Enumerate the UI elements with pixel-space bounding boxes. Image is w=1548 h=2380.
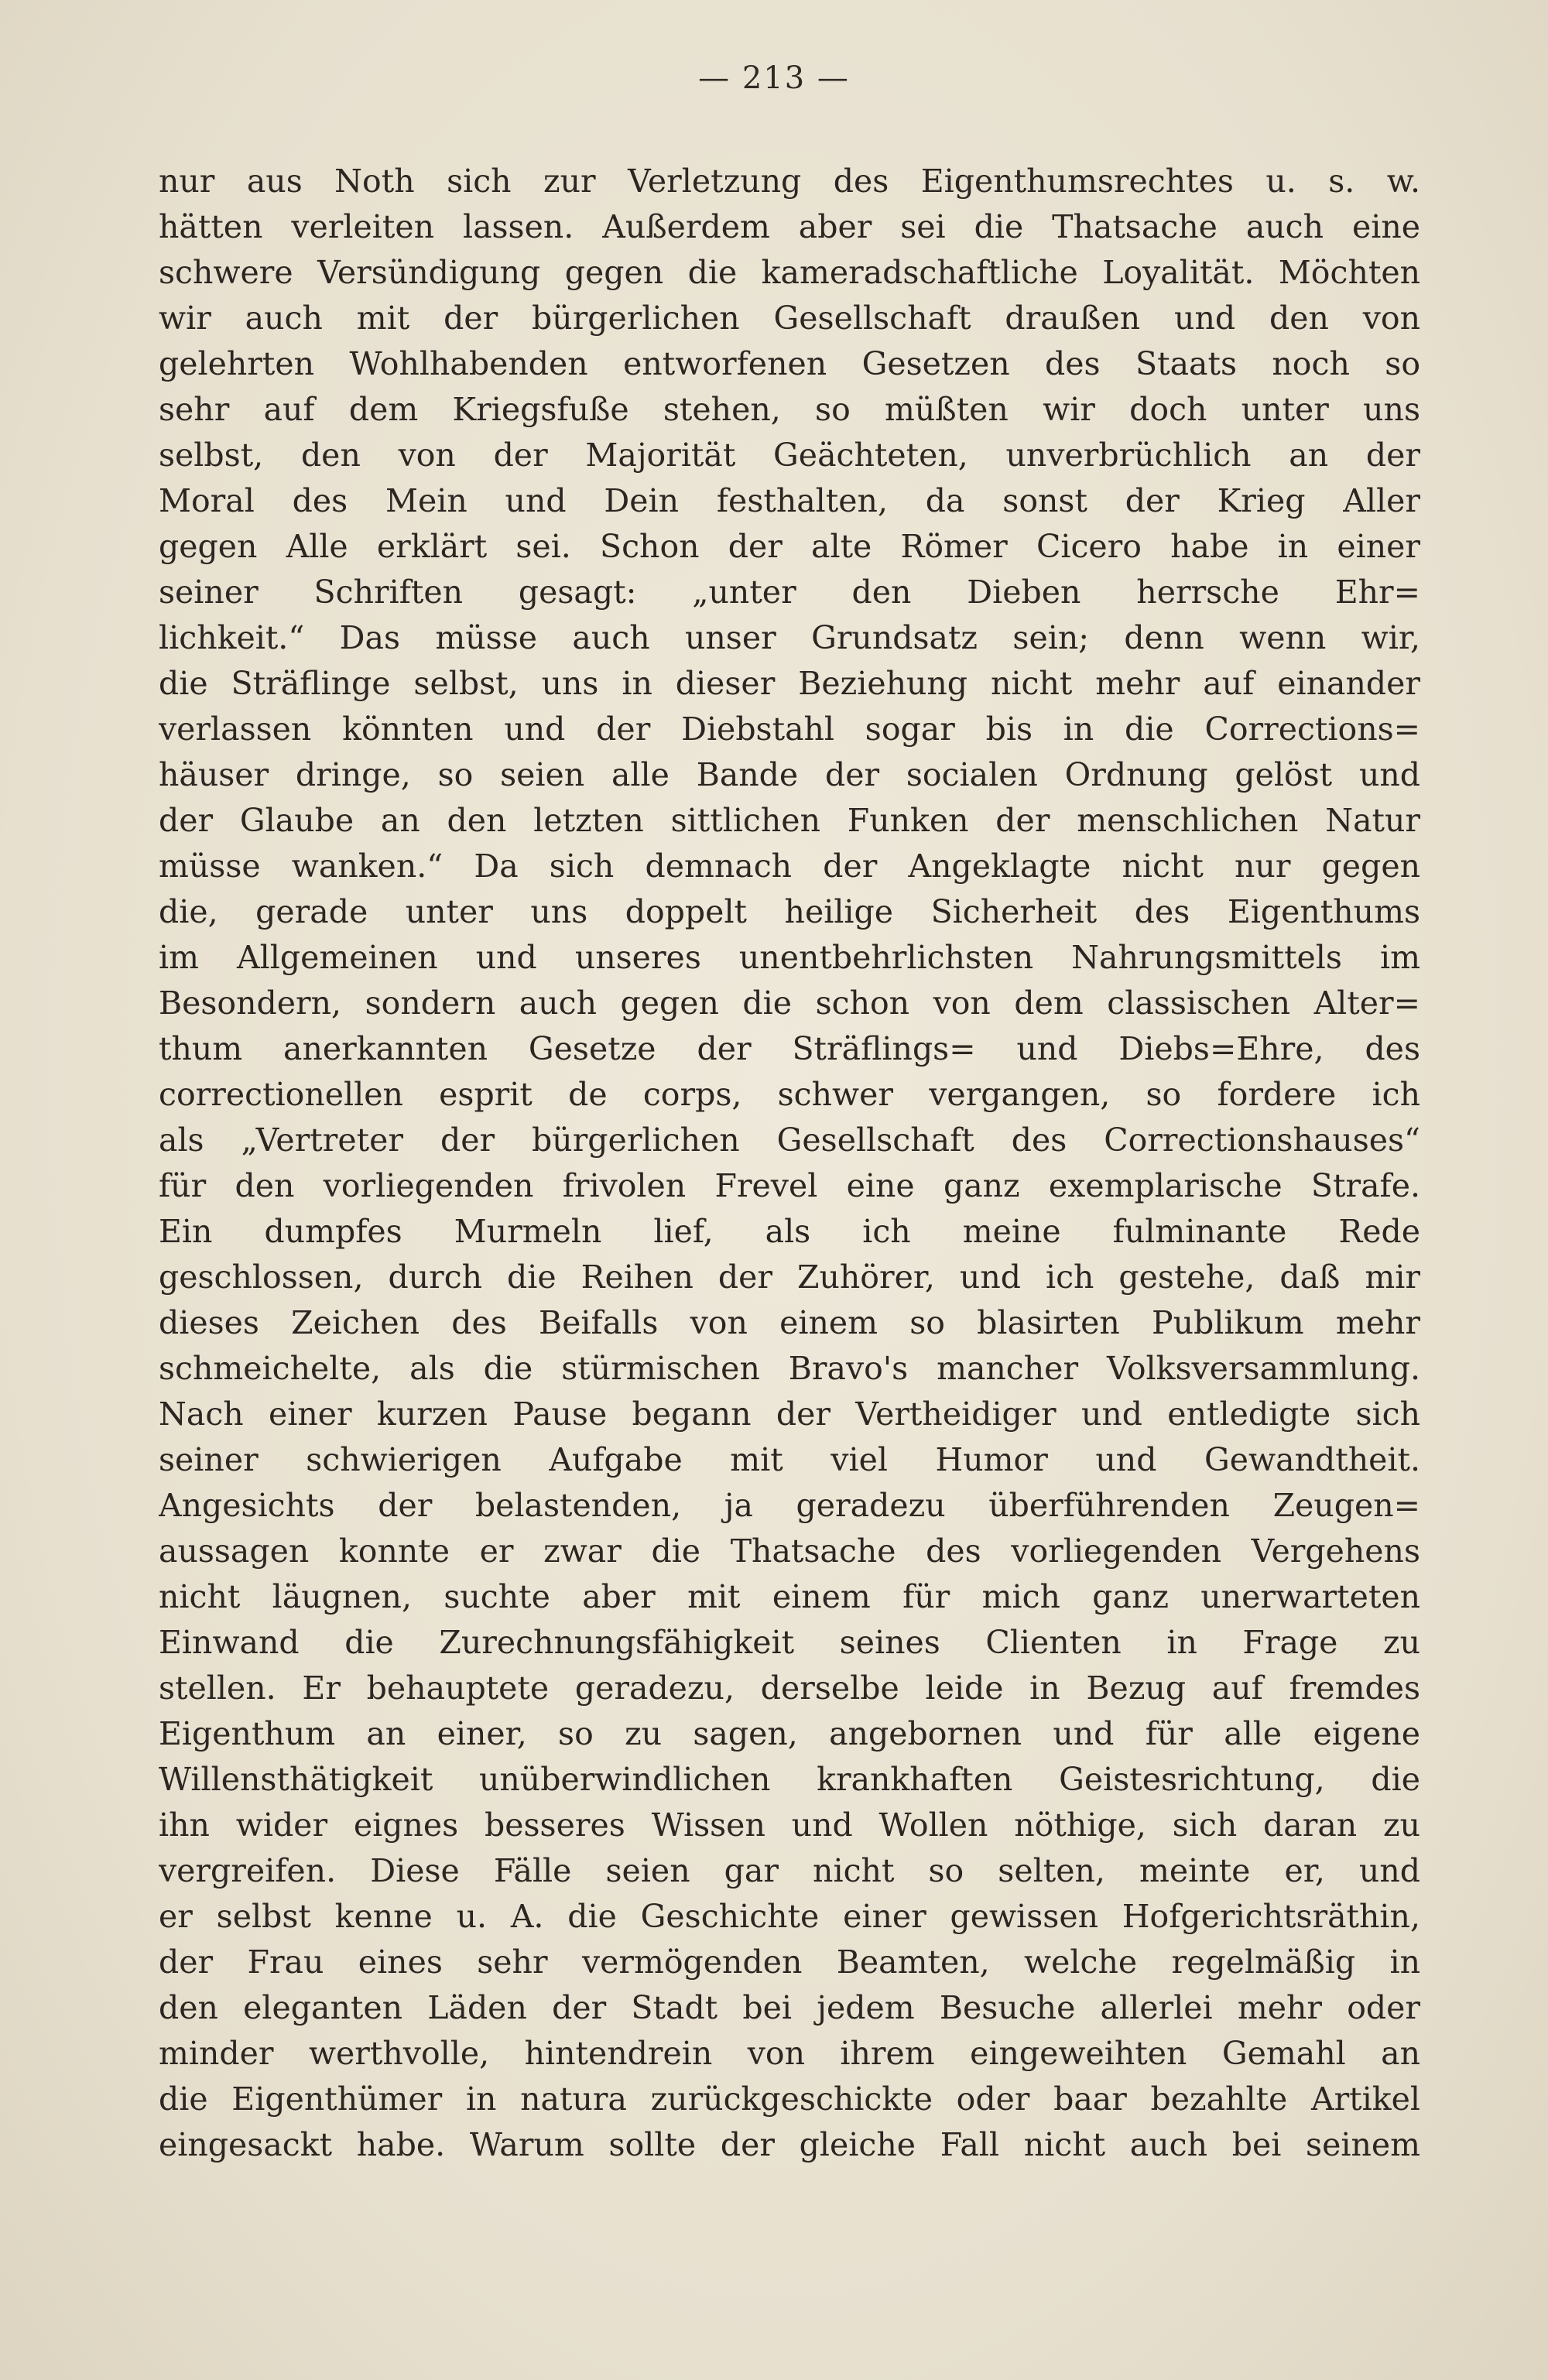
text-line: lichkeit.“ Das müsse auch unser Grundsatz sein; denn wenn wir, — [159, 619, 1420, 656]
text-line: verlassen könnten und der Diebstahl sogar bis in die Corrections= — [159, 711, 1420, 748]
text-line: Nach einer kurzen Pause begann der Vertheidiger und entledigte sich — [159, 1395, 1420, 1433]
text-line: schwere Versündigung gegen die kameradschaftliche Loyalität. Möchten — [159, 254, 1420, 291]
text-line: Angesichts der belastenden, ja geradezu überführenden Zeugen= — [159, 1487, 1420, 1524]
text-line: vergreifen. Diese Fälle seien gar nicht so selten, meinte er, und — [159, 1852, 1420, 1889]
text-line: selbst, den von der Majorität Geächteten, unverbrüchlich an der — [159, 437, 1420, 474]
text-line: Moral des Mein und Dein festhalten, da sonst der Krieg Aller — [159, 482, 1420, 519]
text-line: seiner schwierigen Aufgabe mit viel Humor und Gewandtheit. — [159, 1441, 1420, 1478]
text-line: gelehrten Wohlhabenden entworfenen Gesetzen des Staats noch so — [159, 345, 1420, 382]
text-line: müsse wanken.“ Da sich demnach der Angeklagte nicht nur gegen — [159, 848, 1420, 885]
page-number: — 213 — — [698, 60, 850, 96]
text-line: er selbst kenne u. A. die Geschichte einer gewissen Hofgerichtsräthin, — [159, 1898, 1420, 1935]
text-line: häuser dringe, so seien alle Bande der socialen Ordnung gelöst und — [159, 756, 1420, 793]
text-line: sehr auf dem Kriegsfuße stehen, so müßten wir doch unter uns — [159, 391, 1420, 428]
text-line: nicht läugnen, suchte aber mit einem für mich ganz unerwarteten — [159, 1578, 1420, 1615]
text-line: aussagen konnte er zwar die Thatsache des vorliegenden Vergehens — [159, 1532, 1420, 1570]
text-line: Willensthätigkeit unüberwindlichen krankhaften Geistesrichtung, die — [159, 1761, 1420, 1798]
text-line: Eigenthum an einer, so zu sagen, angebornen und für alle eigene — [159, 1715, 1420, 1752]
text-line: den eleganten Läden der Stadt bei jedem Besuche allerlei mehr oder — [159, 1989, 1420, 2026]
text-line: der Frau eines sehr vermögenden Beamten, welche regelmäßig in — [159, 1943, 1420, 1981]
text-line: wir auch mit der bürgerlichen Gesellschaft draußen und den von — [159, 300, 1420, 337]
text-line: minder werthvolle, hintendrein von ihrem eingeweihten Gemahl an — [159, 2035, 1420, 2072]
text-line: schmeichelte, als die stürmischen Bravo's mancher Volksversammlung. — [159, 1350, 1420, 1387]
text-line: die Eigenthümer in natura zurückgeschickte oder baar bezahlte Artikel — [159, 2080, 1420, 2118]
text-line: seiner Schriften gesagt: „unter den Dieben herrsche Ehr= — [159, 574, 1420, 611]
text-line: im Allgemeinen und unseres unentbehrlichsten Nahrungsmittels im — [159, 939, 1420, 976]
text-line: Einwand die Zurechnungsfähigkeit seines Clienten in Frage zu — [159, 1624, 1420, 1661]
text-line: thum anerkannten Gesetze der Sträflings= und Diebs=Ehre, des — [159, 1030, 1420, 1067]
text-line: gegen Alle erklärt sei. Schon der alte Römer Cicero habe in einer — [159, 528, 1420, 565]
text-line: stellen. Er behauptete geradezu, derselbe leide in Bezug auf fremdes — [159, 1669, 1420, 1707]
text-line: für den vorliegenden frivolen Frevel eine ganz exemplarische Strafe. — [159, 1167, 1420, 1204]
text-line: Besondern, sondern auch gegen die schon von dem classischen Alter= — [159, 985, 1420, 1022]
text-line: hätten verleiten lassen. Außerdem aber sei die Thatsache auch eine — [159, 208, 1420, 245]
text-line: correctionellen esprit de corps, schwer vergangen, so fordere ich — [159, 1076, 1420, 1113]
text-line: ihn wider eignes besseres Wissen und Wollen nöthige, sich daran zu — [159, 1806, 1420, 1844]
text-line: dieses Zeichen des Beifalls von einem so blasirten Publikum mehr — [159, 1304, 1420, 1341]
text-line: die Sträflinge selbst, uns in dieser Beziehung nicht mehr auf einander — [159, 665, 1420, 702]
text-line: geschlossen, durch die Reihen der Zuhörer, und ich gestehe, daß mir — [159, 1258, 1420, 1296]
text-line: als „Vertreter der bürgerlichen Gesellschaft des Correctionshauses“ — [159, 1122, 1420, 1159]
body-text — [159, 159, 1420, 2168]
text-line: die, gerade unter uns doppelt heilige Sicherheit des Eigenthums — [159, 893, 1420, 930]
text-line: nur aus Noth sich zur Verletzung des Eigenthumsrechtes u. s. w. — [159, 163, 1420, 200]
text-line: der Glaube an den letzten sittlichen Funken der menschlichen Natur — [159, 802, 1420, 839]
text-line: Ein dumpfes Murmeln lief, als ich meine fulminante Rede — [159, 1213, 1420, 1250]
text-line: eingesackt habe. Warum sollte der gleiche Fall nicht auch bei seinem — [159, 2126, 1420, 2163]
